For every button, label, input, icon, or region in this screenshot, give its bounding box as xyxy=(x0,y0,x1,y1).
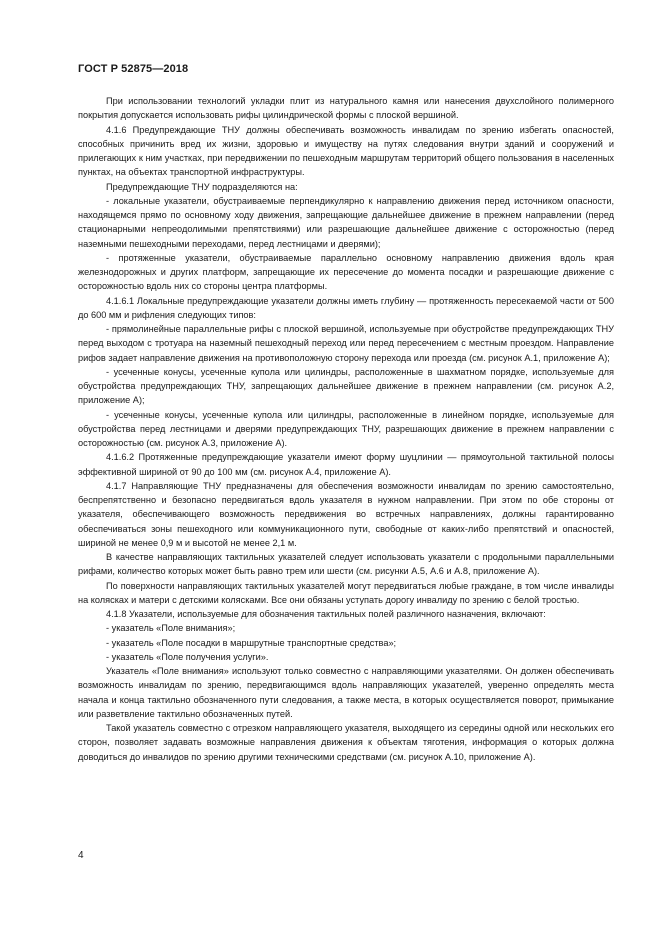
paragraph: 4.1.7 Направляющие ТНУ предназначены для обеспечения возможности инвалидам по зрению самостоятельно, беспрепятственно и безопасно передвигаться вдоль указателя в нужном направлении. При этом по обе стороны от указателя, обеспечивающего возможность передвижения во встречных направлениях, должны гарантированно обеспечиваться зоны пешеходного или коммуникационного пути, свободные от каких-либо препятствий и опасностей, шириной не менее 0,9 м и высотой не менее 2,1 м. xyxy=(78,480,614,548)
paragraph: 4.1.6 Предупреждающие ТНУ должны обеспечивать возможность инвалидам по зрению избегать опасностей, способных причинить вред их жизни, здоровью и имуществу на путях следования внутри зданий и сооружений и прилегающих к ним участках, при передвижении по пешеходным маршрутам территорий общего пользования в населенных пунктах, на объектах транспортной инфраструктуры. xyxy=(78,124,614,178)
list-item: - локальные указатели, обустраиваемые перпендикулярно к направлению движения перед источником опасности, находящемся прямо по основному ходу движения, запрещающие дальнейшее движение в прежнем направлении (перед стационарными непреодолимыми препятствиями) или разрешающие дальнейшее движение с осторожностью (перед наземными пешеходными переходами, перед лестницами и дверями); xyxy=(78,195,614,249)
paragraph: 4.1.8 Указатели, используемые для обозначения тактильных полей различного назначения, включают: xyxy=(106,609,546,619)
paragraph: При использовании технологий укладки плит из натурального камня или нанесения двухслойного полимерного покрытия допускается использовать рифы цилиндрической формы с плоской вершиной. xyxy=(78,96,614,121)
page-number: 4 xyxy=(78,850,84,861)
list-item: - указатель «Поле посадки в маршрутные транспортные средства»; xyxy=(106,637,397,648)
list-item: - усеченные конусы, усеченные купола или цилиндры, расположенные в линейном порядке, используемые для обустройства перед лестницами и дверями предупреждающих ТНУ, разрешающих движение в прежнем направлении с осторожностью (см. рисунок А.3, приложение А). xyxy=(78,409,614,448)
paragraph: Такой указатель совместно с отрезком направляющего указателя, выходящего из середины одной или нескольких его сторон, позволяет задавать возможные направления движения к объектам тяготения, информация о которых должна доводиться до инвалидов по зрению другими техническими средствами (см. рисунок А.10, приложение А). xyxy=(78,723,614,762)
list-item: - указатель «Поле получения услуги». xyxy=(106,651,269,662)
list-item: - прямолинейные параллельные рифы с плоской вершиной, используемые при обустройстве предупреждающих ТНУ перед выходом с тротуара на наземный пешеходный переход или перед пересечением с местным проездом. Направление рифов задает направление движения на противоположную сторону перехода или проезда (см. рисунок А.1, приложение А); xyxy=(78,324,614,363)
paragraph: В качестве направляющих тактильных указателей следует использовать указатели с продольными параллельными рифами, количество которых может быть равно трем или шести (см. рисунки А.5, А.6 и А.8, приложение А). xyxy=(78,552,614,577)
paragraph: 4.1.6.2 Протяженные предупреждающие указатели имеют форму шуцлинии — прямоугольной тактильной полосы эффективной шириной от 90 до 100 мм (см. рисунок А.4, приложение А). xyxy=(78,452,614,477)
list-item: - усеченные конусы, усеченные купола или цилиндры, расположенные в шахматном порядке, используемые для обустройства предупреждающих ТНУ, запрещающих дальнейшее движение в прежнем направлении (см. рисунок А.2, приложение А); xyxy=(78,366,614,406)
list-item: - протяженные указатели, обустраиваемые параллельно основному направлению движения вдоль края железнодорожных и других платформ, запрещающие их пересечение до момента посадки и разрешающие движение с осторожностью вдоль них со стороны центра платформы. xyxy=(78,252,614,292)
paragraph: Предупреждающие ТНУ подразделяются на: xyxy=(106,181,298,192)
paragraph: 4.1.6.1 Локальные предупреждающие указатели должны иметь глубину — протяженность пересекаемой части от 500 до 600 мм и рифления следующих типов: xyxy=(78,295,614,320)
list-item: - указатель «Поле внимания»; xyxy=(106,623,236,634)
paragraph: Указатель «Поле внимания» используют только совместно с направляющими указателями. Он должен обеспечивать возможность инвалидам по зрению, передвигающимся вдоль направляющих указателей, уверенно определять места начала и конца тактильно обозначенного пути следования, а также места, в которых осуществляется поворот, примыкание или разветвление тактильно обозначенных путей. xyxy=(78,666,614,719)
document-header: ГОСТ Р 52875—2018 xyxy=(78,63,189,75)
paragraph: По поверхности направляющих тактильных указателей могут передвигаться любые граждане, в том числе инвалиды на колясках и матери с детскими колясками. Все они обязаны уступать дорогу инвалиду по зрению с белой тростью. xyxy=(78,580,614,605)
document-body xyxy=(78,94,614,764)
